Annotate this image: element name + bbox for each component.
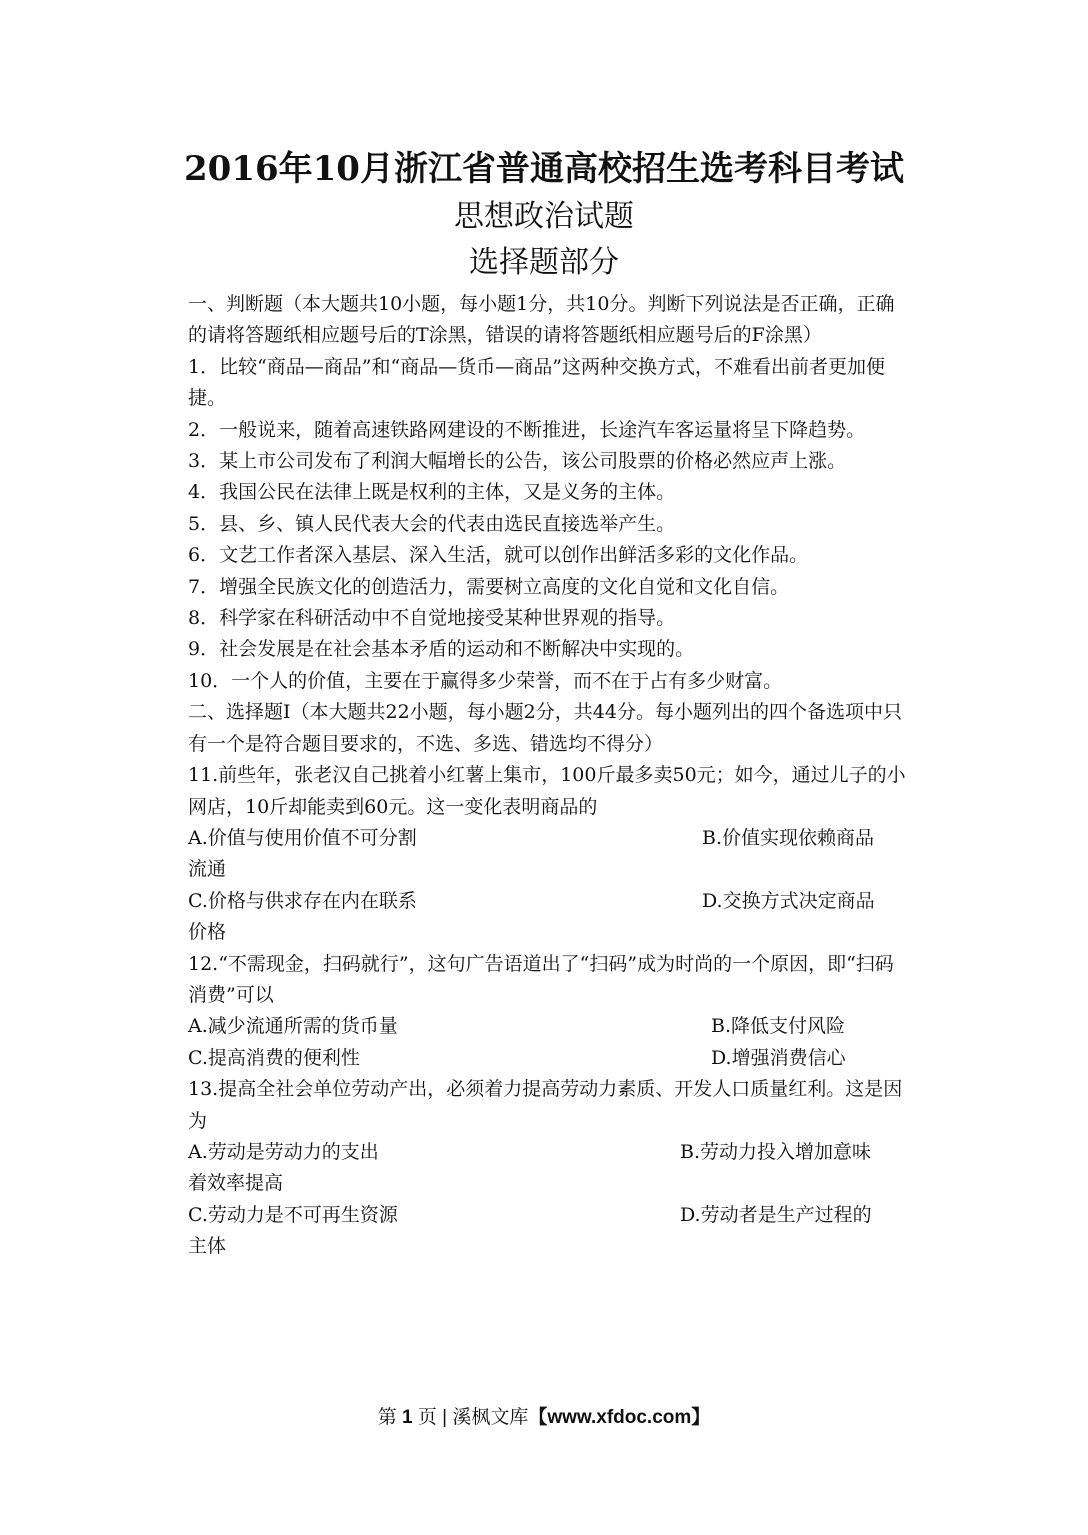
q11-option-b: B.价值实现依赖商品 — [702, 826, 875, 849]
section1-instructions: 一、判断题（本大题共10小题，每小题1分，共10分。判断下列说法是否正确，正确的请将答题纸相应题号后的T涂黑，错误的请将答题纸相应题号后的F涂黑） — [188, 293, 895, 347]
q12-options-row-1 — [188, 1011, 906, 1042]
question-12-stem: 12.“不需现金，扫码就行”，这句广告语道出了“扫码”成为时尚的一个原因，即“扫码消费”可以 — [188, 952, 894, 1006]
page-footer — [0, 1405, 1088, 1431]
judgment-item-7: 7．增强全民族文化的创造活力，需要树立高度的文化自觉和文化自信。 — [188, 575, 790, 598]
q12-option-b: B.降低支付风险 — [711, 1015, 846, 1038]
q13-option-b-continued: 着效率提高 — [188, 1172, 284, 1195]
part-heading: 选择题部分 — [469, 245, 619, 280]
q12-options-row-2 — [188, 1043, 906, 1074]
judgment-item-1: 1．比较“商品—商品”和“商品—货币—商品”这两种交换方式，不难看出前者更加便捷。 — [188, 355, 885, 410]
question-11-stem: 11.前些年，张老汉自己挑着小红薯上集市，100斤最多卖50元；如今，通过儿子的小网店，10斤却能卖到60元。这一变化表明商品的 — [188, 764, 906, 818]
q11-option-d: D.交换方式决定商品 — [702, 889, 875, 912]
q11-option-c: C.价格与供求存在内在联系 — [188, 889, 417, 912]
section2-instructions: 二、选择题Ⅰ（本大题共22小题，每小题2分，共44分。每小题列出的四个备选项中只有一个是符合题目要求的，不选、多选、错选均不得分） — [188, 701, 902, 755]
q12-option-c: C.提高消费的便利性 — [188, 1046, 360, 1069]
page-number: 1 — [401, 1407, 413, 1428]
judgment-item-3: 3．某上市公司发布了利润大幅增长的公告，该公司股票的价格必然应声上涨。 — [188, 450, 847, 473]
q11-options-row-2 — [188, 886, 906, 917]
question-13-stem: 13.提高全社会单位劳动产出，必须着力提高劳动力素质、开发人口质量红利。这是因为 — [188, 1078, 903, 1132]
judgment-item-9: 9．社会发展是在社会基本矛盾的运动和不断解决中实现的。 — [188, 638, 695, 661]
q13-options-row-2 — [188, 1200, 906, 1231]
judgment-item-10: 10．一个人的价值，主要在于赢得多少荣誉，而不在于占有多少财富。 — [188, 669, 783, 692]
judgment-item-2: 2．一般说来，随着高速铁路网建设的不断推进，长途汽车客运量将呈下降趋势。 — [188, 418, 866, 441]
q11-option-d-continued: 价格 — [188, 921, 227, 944]
q13-options-row-1 — [188, 1137, 906, 1168]
q12-option-a: A.减少流通所需的货币量 — [188, 1015, 398, 1038]
judgment-item-4: 4．我国公民在法律上既是权利的主体，又是义务的主体。 — [188, 481, 676, 504]
footer-site-link[interactable]: 【www.xfdoc.com】 — [528, 1407, 711, 1428]
exam-title: 2016年10月浙江省普通高校招生选考科目考试 — [184, 149, 904, 189]
footer-library: 页 | 溪枫文库 — [412, 1407, 529, 1428]
q13-option-a: A.劳动是劳动力的支出 — [188, 1140, 379, 1163]
judgment-item-5: 5．县、乡、镇人民代表大会的代表由选民直接选举产生。 — [188, 512, 676, 535]
q13-option-d-continued: 主体 — [188, 1235, 227, 1258]
footer-prefix: 第 — [377, 1407, 402, 1428]
exam-body — [188, 289, 906, 1263]
q12-option-d: D.增强消费信心 — [711, 1046, 846, 1069]
q11-option-a: A.价值与使用价值不可分割 — [188, 826, 417, 849]
exam-subtitle: 思想政治试题 — [454, 199, 634, 234]
q13-option-c: C.劳动力是不可再生资源 — [188, 1203, 398, 1226]
judgment-item-6: 6．文艺工作者深入基层、深入生活，就可以创作出鲜活多彩的文化作品。 — [188, 544, 809, 567]
q11-option-b-continued: 流通 — [188, 858, 227, 881]
judgment-item-8: 8．科学家在科研活动中不自觉地接受某种世界观的指导。 — [188, 607, 676, 630]
q13-option-b: B.劳动力投入增加意味 — [680, 1140, 872, 1163]
q11-options-row-1 — [188, 823, 906, 854]
q13-option-d: D.劳动者是生产过程的 — [680, 1203, 872, 1226]
